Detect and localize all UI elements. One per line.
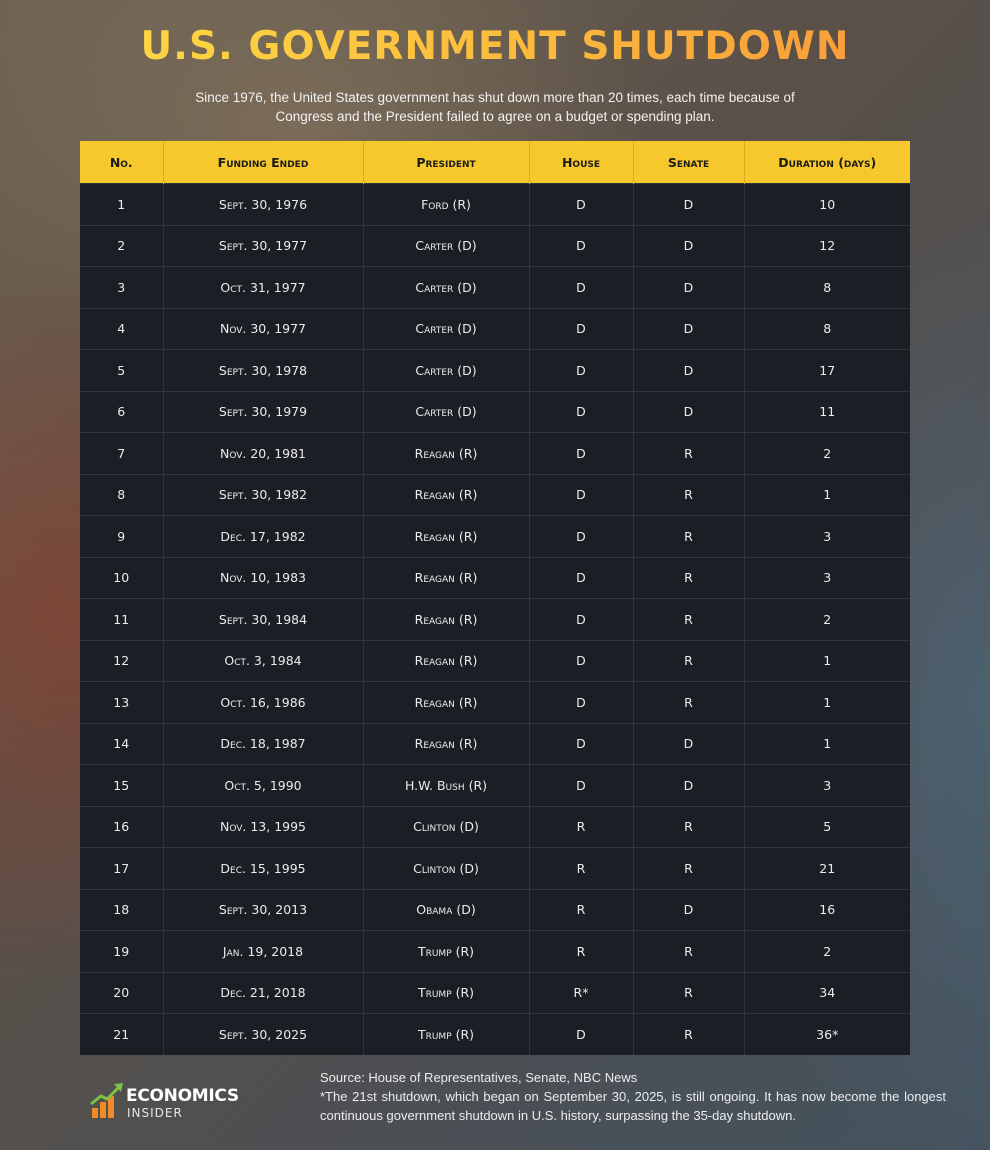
cell-number: 12 bbox=[80, 640, 163, 682]
cell-duration: 17 bbox=[744, 350, 910, 392]
cell-funding-ended: Dec. 15, 1995 bbox=[163, 848, 363, 890]
cell-house: D bbox=[529, 308, 633, 350]
cell-number: 14 bbox=[80, 723, 163, 765]
page-subtitle: Since 1976, the United States government has shut down more than 20 times, each time because of Congress and the President failed to agree on a budget or spending plan. bbox=[195, 90, 795, 124]
cell-president: Ford (R) bbox=[363, 184, 529, 226]
cell-president: Reagan (R) bbox=[363, 474, 529, 516]
table-row bbox=[80, 1014, 910, 1055]
table-row bbox=[80, 723, 910, 765]
cell-funding-ended: Sept. 30, 1979 bbox=[163, 391, 363, 433]
cell-president: Reagan (R) bbox=[363, 682, 529, 724]
cell-funding-ended: Oct. 3, 1984 bbox=[163, 640, 363, 682]
cell-duration: 1 bbox=[744, 723, 910, 765]
cell-number: 15 bbox=[80, 765, 163, 807]
cell-senate: R bbox=[633, 1014, 744, 1055]
cell-president: H.W. Bush (R) bbox=[363, 765, 529, 807]
cell-duration: 16 bbox=[744, 889, 910, 931]
cell-funding-ended: Sept. 30, 2013 bbox=[163, 889, 363, 931]
cell-duration: 36* bbox=[744, 1014, 910, 1055]
cell-president: Carter (D) bbox=[363, 391, 529, 433]
cell-house: D bbox=[529, 184, 633, 226]
cell-number: 6 bbox=[80, 391, 163, 433]
cell-number: 19 bbox=[80, 931, 163, 973]
cell-senate: R bbox=[633, 806, 744, 848]
table-row bbox=[80, 765, 910, 807]
cell-duration: 8 bbox=[744, 308, 910, 350]
cell-senate: R bbox=[633, 557, 744, 599]
cell-duration: 5 bbox=[744, 806, 910, 848]
cell-funding-ended: Dec. 21, 2018 bbox=[163, 972, 363, 1014]
cell-funding-ended: Oct. 16, 1986 bbox=[163, 682, 363, 724]
column-header: No. bbox=[80, 141, 163, 184]
cell-funding-ended: Dec. 17, 1982 bbox=[163, 516, 363, 558]
cell-number: 13 bbox=[80, 682, 163, 724]
cell-senate: D bbox=[633, 889, 744, 931]
table-body bbox=[80, 184, 910, 1055]
source-line: Source: House of Representatives, Senate, NBC News bbox=[320, 1070, 638, 1085]
cell-number: 5 bbox=[80, 350, 163, 392]
table-row bbox=[80, 889, 910, 931]
cell-number: 20 bbox=[80, 972, 163, 1014]
cell-number: 16 bbox=[80, 806, 163, 848]
cell-house: D bbox=[529, 391, 633, 433]
cell-number: 4 bbox=[80, 308, 163, 350]
cell-president: Reagan (R) bbox=[363, 433, 529, 475]
cell-president: Reagan (R) bbox=[363, 640, 529, 682]
column-header: Funding Ended bbox=[163, 141, 363, 184]
cell-duration: 11 bbox=[744, 391, 910, 433]
column-header: Senate bbox=[633, 141, 744, 184]
cell-house: D bbox=[529, 516, 633, 558]
cell-number: 7 bbox=[80, 433, 163, 475]
cell-funding-ended: Sept. 30, 2025 bbox=[163, 1014, 363, 1055]
cell-number: 3 bbox=[80, 267, 163, 309]
table-row bbox=[80, 599, 910, 641]
cell-house: D bbox=[529, 723, 633, 765]
cell-house: R bbox=[529, 848, 633, 890]
cell-president: Reagan (R) bbox=[363, 723, 529, 765]
page-title: U.S. GOVERNMENT SHUTDOWN bbox=[0, 24, 990, 69]
cell-number: 18 bbox=[80, 889, 163, 931]
cell-house: D bbox=[529, 1014, 633, 1055]
cell-house: D bbox=[529, 350, 633, 392]
table-row bbox=[80, 682, 910, 724]
cell-number: 11 bbox=[80, 599, 163, 641]
table-header-row bbox=[80, 141, 910, 184]
cell-house: R bbox=[529, 806, 633, 848]
cell-funding-ended: Nov. 13, 1995 bbox=[163, 806, 363, 848]
cell-number: 8 bbox=[80, 474, 163, 516]
table-row bbox=[80, 184, 910, 226]
cell-president: Reagan (R) bbox=[363, 516, 529, 558]
cell-funding-ended: Jan. 19, 2018 bbox=[163, 931, 363, 973]
cell-duration: 3 bbox=[744, 516, 910, 558]
cell-house: D bbox=[529, 765, 633, 807]
cell-house: D bbox=[529, 599, 633, 641]
cell-house: D bbox=[529, 640, 633, 682]
table-row bbox=[80, 931, 910, 973]
cell-house: R* bbox=[529, 972, 633, 1014]
cell-funding-ended: Sept. 30, 1977 bbox=[163, 225, 363, 267]
cell-number: 10 bbox=[80, 557, 163, 599]
cell-senate: R bbox=[633, 931, 744, 973]
cell-funding-ended: Dec. 18, 1987 bbox=[163, 723, 363, 765]
cell-number: 21 bbox=[80, 1014, 163, 1055]
cell-house: D bbox=[529, 682, 633, 724]
cell-president: Clinton (D) bbox=[363, 848, 529, 890]
cell-duration: 12 bbox=[744, 225, 910, 267]
cell-house: D bbox=[529, 267, 633, 309]
cell-president: Reagan (R) bbox=[363, 599, 529, 641]
logo-text-economics: ECONOMICS bbox=[126, 1086, 239, 1106]
cell-senate: R bbox=[633, 682, 744, 724]
cell-number: 2 bbox=[80, 225, 163, 267]
cell-senate: D bbox=[633, 225, 744, 267]
cell-president: Carter (D) bbox=[363, 308, 529, 350]
cell-senate: R bbox=[633, 848, 744, 890]
table-row bbox=[80, 433, 910, 475]
cell-house: D bbox=[529, 474, 633, 516]
cell-duration: 34 bbox=[744, 972, 910, 1014]
cell-senate: R bbox=[633, 474, 744, 516]
cell-funding-ended: Sept. 30, 1976 bbox=[163, 184, 363, 226]
cell-duration: 3 bbox=[744, 765, 910, 807]
cell-duration: 3 bbox=[744, 557, 910, 599]
cell-duration: 1 bbox=[744, 640, 910, 682]
cell-senate: D bbox=[633, 184, 744, 226]
cell-house: R bbox=[529, 889, 633, 931]
cell-funding-ended: Oct. 5, 1990 bbox=[163, 765, 363, 807]
cell-number: 1 bbox=[80, 184, 163, 226]
cell-president: Carter (D) bbox=[363, 350, 529, 392]
cell-senate: R bbox=[633, 516, 744, 558]
cell-senate: D bbox=[633, 350, 744, 392]
cell-senate: R bbox=[633, 433, 744, 475]
cell-president: Trump (R) bbox=[363, 1014, 529, 1055]
cell-president: Clinton (D) bbox=[363, 806, 529, 848]
cell-funding-ended: Oct. 31, 1977 bbox=[163, 267, 363, 309]
cell-senate: R bbox=[633, 972, 744, 1014]
economics-insider-logo bbox=[90, 1080, 250, 1124]
cell-senate: D bbox=[633, 267, 744, 309]
cell-duration: 1 bbox=[744, 474, 910, 516]
column-header: Duration (days) bbox=[744, 141, 910, 184]
cell-funding-ended: Nov. 20, 1981 bbox=[163, 433, 363, 475]
cell-senate: D bbox=[633, 391, 744, 433]
cell-funding-ended: Sept. 30, 1984 bbox=[163, 599, 363, 641]
cell-duration: 8 bbox=[744, 267, 910, 309]
cell-senate: D bbox=[633, 765, 744, 807]
column-header: House bbox=[529, 141, 633, 184]
cell-president: Carter (D) bbox=[363, 267, 529, 309]
cell-president: Reagan (R) bbox=[363, 557, 529, 599]
cell-funding-ended: Nov. 30, 1977 bbox=[163, 308, 363, 350]
footnote: *The 21st shutdown, which began on September 30, 2025, is still ongoing. It has now become the longest continuous government shutdown in U.S. history, surpassing the 35-day shutdown. bbox=[320, 1089, 946, 1123]
cell-duration: 2 bbox=[744, 931, 910, 973]
cell-funding-ended: Nov. 10, 1983 bbox=[163, 557, 363, 599]
shutdown-table bbox=[80, 141, 910, 1055]
table-row bbox=[80, 516, 910, 558]
table-row bbox=[80, 806, 910, 848]
table-row bbox=[80, 225, 910, 267]
bar-chart-arrow-icon bbox=[90, 1082, 124, 1120]
cell-duration: 2 bbox=[744, 599, 910, 641]
cell-senate: D bbox=[633, 723, 744, 765]
cell-duration: 2 bbox=[744, 433, 910, 475]
table-row bbox=[80, 640, 910, 682]
cell-senate: R bbox=[633, 640, 744, 682]
cell-president: Obama (D) bbox=[363, 889, 529, 931]
cell-president: Trump (R) bbox=[363, 972, 529, 1014]
cell-house: D bbox=[529, 433, 633, 475]
column-header: President bbox=[363, 141, 529, 184]
logo-text-insider: INSIDER bbox=[127, 1106, 183, 1120]
table-row bbox=[80, 557, 910, 599]
cell-funding-ended: Sept. 30, 1978 bbox=[163, 350, 363, 392]
table-row bbox=[80, 391, 910, 433]
table-row bbox=[80, 972, 910, 1014]
table-row bbox=[80, 308, 910, 350]
cell-duration: 21 bbox=[744, 848, 910, 890]
cell-funding-ended: Sept. 30, 1982 bbox=[163, 474, 363, 516]
cell-house: D bbox=[529, 225, 633, 267]
cell-house: R bbox=[529, 931, 633, 973]
table-row bbox=[80, 474, 910, 516]
cell-number: 17 bbox=[80, 848, 163, 890]
table-row bbox=[80, 267, 910, 309]
cell-president: Carter (D) bbox=[363, 225, 529, 267]
cell-senate: R bbox=[633, 599, 744, 641]
table-row bbox=[80, 848, 910, 890]
source-note bbox=[320, 1068, 946, 1125]
cell-duration: 10 bbox=[744, 184, 910, 226]
cell-duration: 1 bbox=[744, 682, 910, 724]
cell-house: D bbox=[529, 557, 633, 599]
cell-number: 9 bbox=[80, 516, 163, 558]
table-row bbox=[80, 350, 910, 392]
cell-senate: D bbox=[633, 308, 744, 350]
cell-president: Trump (R) bbox=[363, 931, 529, 973]
